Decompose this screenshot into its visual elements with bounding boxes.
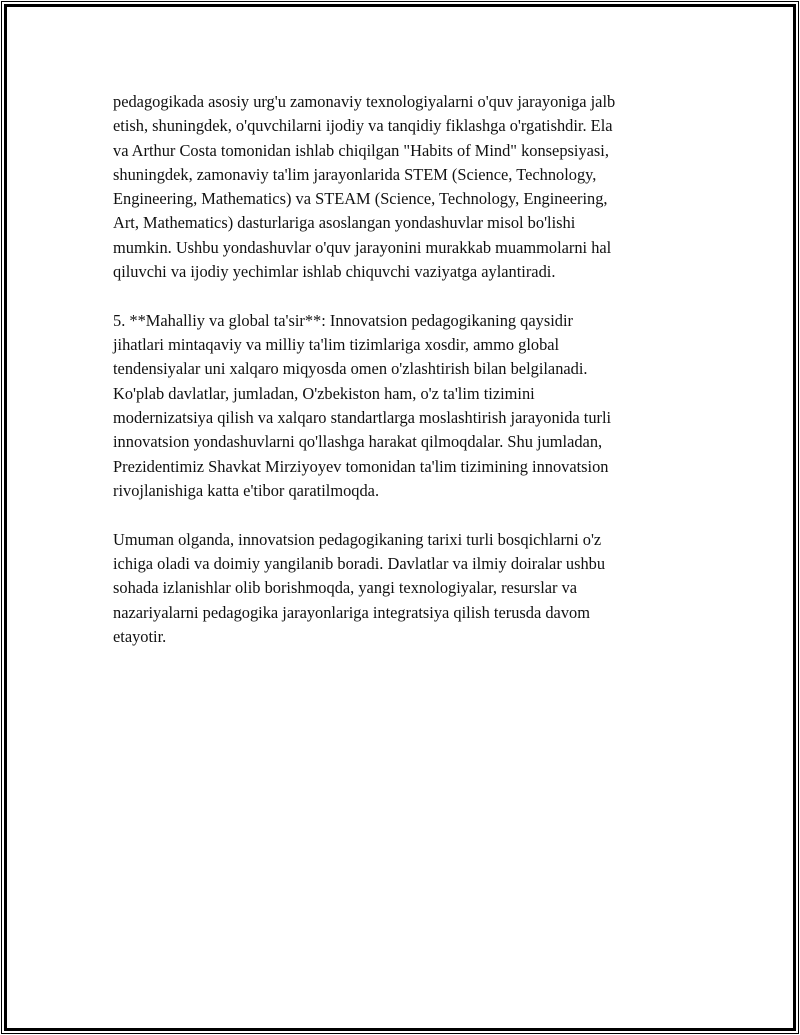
paragraph-conclusion: Umuman olganda, innovatsion pedagogikaning tarixi turli bosqichlarni o'z ichiga oladi va doimiy yangilanib boradi. Davlatlar va ilmiy doiralar ushbu sohada izlanishlar olib borishmoqda, yangi texnologiyalar, resurslar va nazariyalarni pedagogika jarayonlariga integratsiya qilish terusda davom etayotir. bbox=[113, 529, 606, 646]
paragraph-continuation: pedagogikada asosiy urg'u zamonaviy texnologiyalarni o'quv jarayoniga jalb etish, shuningdek, o'quvchilarni ijodiy va tanqidiy fiklashga o'rgatishdir. Ela va Arthur Costa tomonidan ishlab chiqilgan "Habits of Mind" konsepsiyasi, shuningdek, zamonaviy ta'lim jarayonlarida STEM (Science, Technology, Engineering, Mathematics) va STEAM (Science, Technology, Engineering, Art, Mathematics) dasturlariga asoslangan yondashuvlar misol bo'lishi mumkin. Ushbu yondashuvlar o'quv jarayonini murakkab muammolarni hal qiluvchi va ijodiy yechimlar ishlab chiquvchi vaziyatga aylantiradi. bbox=[113, 92, 616, 282]
document-body bbox=[113, 90, 683, 674]
paragraph-local-global-impact: 5. **Mahalliy va global ta'sir**: Innovatsion pedagogikaning qaysidir jihatlari mintaqaviy va milliy ta'lim tizimlariga xosdir, ammo global tendensiyalar uni xalqaro miqyosda omen o'zlashtirish bilan belgilanadi. Ko'plab davlatlar, jumladan, O'zbekiston ham, o'z ta'lim tizimini modernizatsiya qilish va xalqaro standartlarga moslashtirish jarayonida turli innovatsion yondashuvlarni qo'llashga harakat qilmoqdalar. Shu jumladan, Prezidentimiz Shavkat Mirziyoyev tomonidan ta'lim tizimining innovatsion rivojlanishiga katta e'tibor qaratilmoqda. bbox=[113, 310, 612, 500]
